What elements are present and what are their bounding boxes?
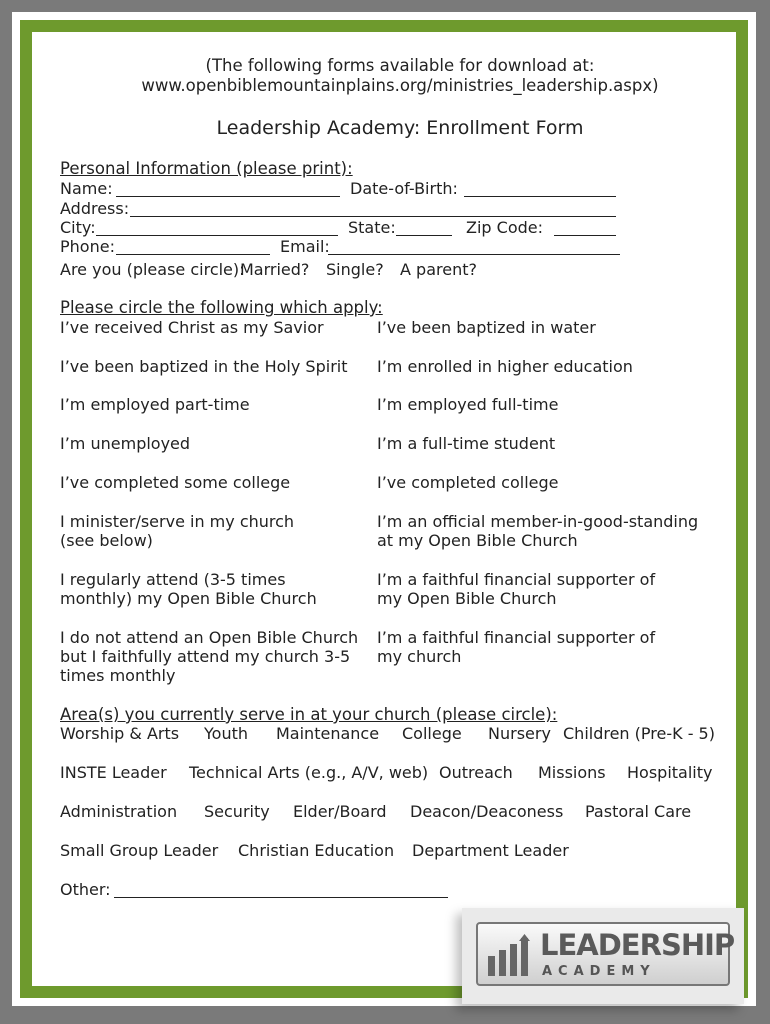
zip-field[interactable] <box>554 235 616 236</box>
area-option[interactable]: Nursery <box>488 724 551 743</box>
area-option[interactable]: Hospitality <box>627 763 713 782</box>
apply-item-right[interactable]: I’ve completed college <box>377 473 559 492</box>
area-option[interactable]: Pastoral Care <box>585 802 692 821</box>
apply-item-left[interactable]: I’m unemployed <box>60 434 191 453</box>
apply-item-right[interactable]: I’m a full-time student <box>377 434 556 453</box>
apply-heading: Please circle the following which apply: <box>60 298 383 317</box>
other-label: Other: <box>60 880 111 899</box>
apply-item-right[interactable]: I’m a faithful financial supporter of my church <box>377 628 656 666</box>
phone-label: Phone: <box>60 237 115 256</box>
area-option[interactable]: Administration <box>60 802 178 821</box>
name-label: Name: <box>60 179 113 198</box>
apply-item-left[interactable]: I regularly attend (3-5 times monthly) my Open Bible Church <box>60 570 317 608</box>
dob-label: Date-of-Birth: <box>350 179 458 198</box>
apply-item-right[interactable]: I’m enrolled in higher education <box>377 357 633 376</box>
option-single[interactable]: Single? <box>326 260 384 279</box>
growth-bars-icon <box>486 934 538 978</box>
area-option[interactable]: Security <box>204 802 270 821</box>
area-option[interactable]: Maintenance <box>276 724 380 743</box>
form-page <box>12 12 756 1006</box>
state-label: State: <box>348 218 396 237</box>
green-border-frame <box>20 20 748 998</box>
area-option[interactable]: College <box>402 724 462 743</box>
email-label: Email: <box>280 237 330 256</box>
apply-item-left[interactable]: I’ve completed some college <box>60 473 291 492</box>
apply-item-left[interactable]: I’m employed part-time <box>60 395 250 414</box>
area-option[interactable]: Technical Arts (e.g., A/V, web) <box>189 763 429 782</box>
logo-wordmark: LEADERSHIP <box>540 928 735 962</box>
phone-field[interactable] <box>116 254 270 255</box>
apply-item-right[interactable]: I’ve been baptized in water <box>377 318 596 337</box>
form-title: Leadership Academy: Enrollment Form <box>216 117 584 139</box>
download-note-url: www.openbiblemountainplains.org/ministries_leadership.aspx) <box>141 76 659 95</box>
apply-item-right[interactable]: I’m employed full-time <box>377 395 559 414</box>
option-married[interactable]: Married? <box>240 260 310 279</box>
apply-item-left[interactable]: I minister/serve in my church (see below) <box>60 512 295 550</box>
email-field[interactable] <box>328 254 620 255</box>
area-option[interactable]: Department Leader <box>412 841 569 860</box>
apply-item-right[interactable]: I’m a faithful financial supporter of my Open Bible Church <box>377 570 656 608</box>
area-option[interactable]: Outreach <box>439 763 513 782</box>
address-label: Address: <box>60 199 130 218</box>
address-field[interactable] <box>130 216 616 217</box>
area-option[interactable]: Small Group Leader <box>60 841 219 860</box>
dob-field[interactable] <box>464 196 616 197</box>
area-option[interactable]: Youth <box>204 724 248 743</box>
zip-label: Zip Code: <box>466 218 543 237</box>
apply-item-left[interactable]: I’ve received Christ as my Savior <box>60 318 324 337</box>
city-field[interactable] <box>96 235 338 236</box>
other-field[interactable] <box>114 897 448 898</box>
city-label: City: <box>60 218 96 237</box>
option-parent[interactable]: A parent? <box>400 260 477 279</box>
download-note-line1: (The following forms available for download at: <box>205 56 595 75</box>
area-option[interactable]: Missions <box>538 763 606 782</box>
name-field[interactable] <box>116 196 340 197</box>
personal-info-heading: Personal Information (please print): <box>60 159 353 178</box>
leadership-academy-logo <box>462 908 744 1004</box>
apply-item-left[interactable]: I do not attend an Open Bible Church but I faithfully attend my church 3-5 times monthly <box>60 628 359 685</box>
apply-item-left[interactable]: I’ve been baptized in the Holy Spirit <box>60 357 348 376</box>
area-option[interactable]: INSTE Leader <box>60 763 167 782</box>
area-option[interactable]: Children (Pre-K - 5) <box>563 724 715 743</box>
area-option[interactable]: Elder/Board <box>293 802 387 821</box>
logo-badge <box>476 922 735 986</box>
logo-subtitle: ACADEMY <box>542 964 656 979</box>
state-field[interactable] <box>396 235 452 236</box>
area-option[interactable]: Worship & Arts <box>60 724 180 743</box>
apply-item-right[interactable]: I’m an official member-in-good-standing at my Open Bible Church <box>377 512 699 550</box>
area-option[interactable]: Deacon/Deaconess <box>410 802 564 821</box>
marital-prompt: Are you (please circle): <box>60 260 245 279</box>
areas-heading: Area(s) you currently serve in at your church (please circle): <box>60 705 558 724</box>
area-option[interactable]: Christian Education <box>238 841 395 860</box>
